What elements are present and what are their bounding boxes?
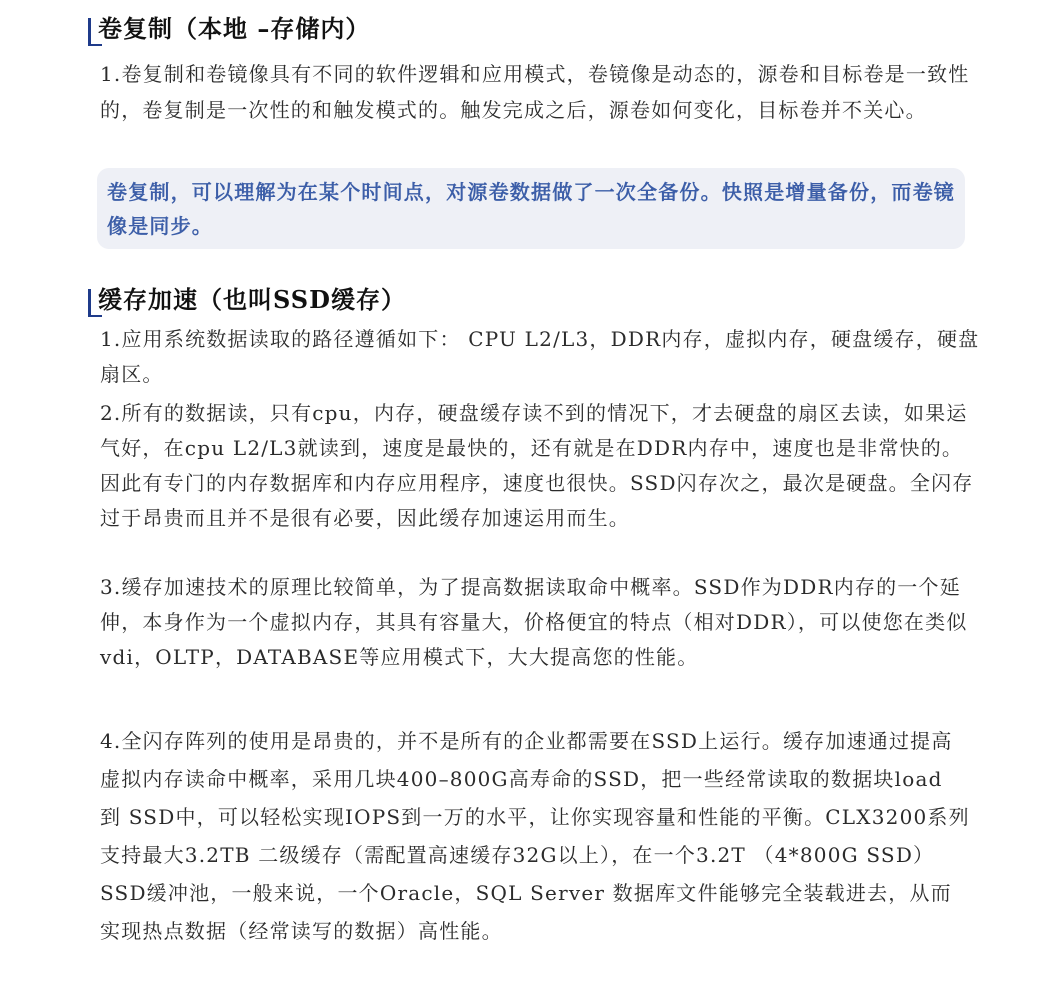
paragraph-cache-4: 4.全闪存阵列的使用是昂贵的，并不是所有的企业都需要在SSD上运行。缓存加速通过提高虚拟内存读命中概率，采用几块400–800G高寿命的SSD，把一些经常读取的数据块load 到 SSD中，可以轻松实现IOPS到一万的水平，让你实现容量和性能的平衡。CLX3200系列支持最大3.2TB 二级缓存（需配置高速缓存32G以上），在一个3.2T （4*800G SSD）SSD缓冲池，一般来说，一个Oracle，SQL Server 数据库文件能够完全装载进去，从而实现热点数据（经常读写的数据）高性能。 xyxy=(100,729,970,943)
paragraph-cache-1: 1.应用系统数据读取的路径遵循如下： CPU L2/L3，DDR内存，虚拟内存，硬盘缓存，硬盘扇区。 xyxy=(100,327,980,386)
note-text: 卷复制，可以理解为在某个时间点，对源卷数据做了一次全备份。快照是增量备份，而卷镜像是同步。 xyxy=(107,180,955,238)
heading-text: 缓存加速（也叫SSD缓存） xyxy=(98,285,406,314)
paragraph-cache-3: 3.缓存加速技术的原理比较简单，为了提高数据读取命中概率。SSD作为DDR内存的一个延伸，本身作为一个虚拟内存，其具有容量大，价格便宜的特点（相对DDR），可以使您在类似vdi，OLTP，DATABASE等应用模式下，大大提高您的性能。 xyxy=(100,575,968,669)
section-heading-cache-acceleration xyxy=(88,283,406,317)
heading-text: 卷复制（本地 –存储内） xyxy=(98,14,371,43)
section-heading-volume-copy xyxy=(88,12,370,46)
paragraph-volume-copy-1: 1.卷复制和卷镜像具有不同的软件逻辑和应用模式，卷镜像是动态的，源卷和目标卷是一致性的，卷复制是一次性的和触发模式的。触发完成之后，源卷如何变化，目标卷并不关心。 xyxy=(100,62,970,122)
highlight-note xyxy=(97,168,965,249)
heading-marker xyxy=(88,289,91,317)
heading-marker xyxy=(88,18,91,46)
paragraph-cache-2: 2.所有的数据读，只有cpu，内存，硬盘缓存读不到的情况下，才去硬盘的扇区去读，如果运气好，在cpu L2/L3就读到，速度是最快的，还有就是在DDR内存中，速度也是非常快的。 因此有专门的内存数据库和内存应用程序，速度也很快。SSD闪存次之，最次是硬盘。全闪存过于昂贵而且并不是很有必要，因此缓存加速运用而生。 xyxy=(100,401,974,530)
